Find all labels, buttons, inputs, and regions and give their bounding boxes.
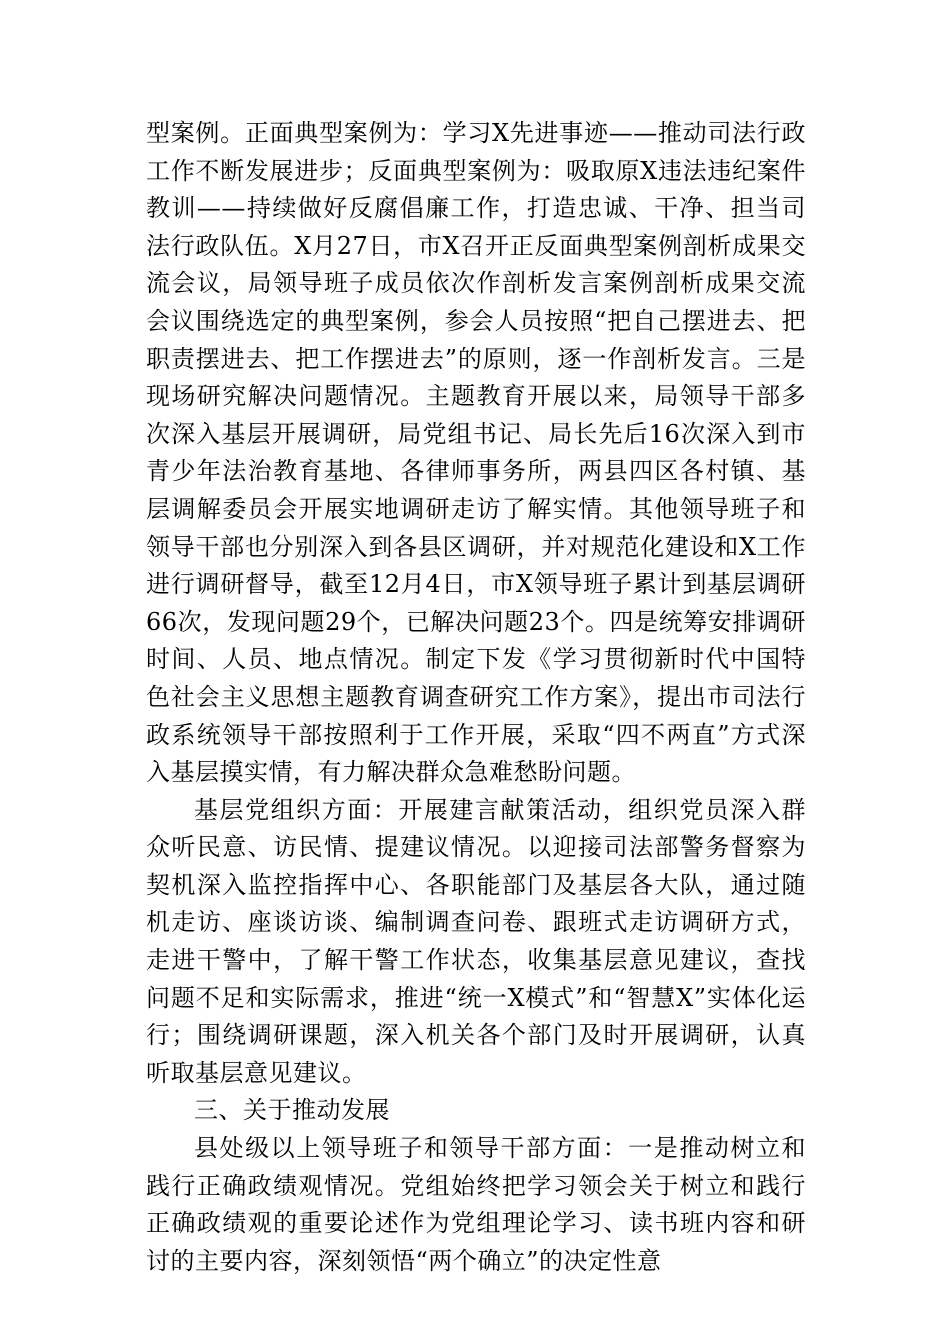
paragraph-case-analysis: 型案例。正面典型案例为：学习X先进事迹——推动司法行政工作不断发展进步；反面典型案例为：吸取原X违法违纪案件教训——持续做好反腐倡廉工作，打造忠诚、干净、担当司法行政队伍。X月27日，市X召开正反面典型案例剖析成果交流会议，局领导班子成员依次作剖析发言案例剖析成果交流会议围绕选定的典型案例，参会人员按照“把自己摆进去、把职责摆进去、把工作摆进去”的原则，逐一作剖析发言。三是现场研究解决问题情况。主题教育开展以来，局领导干部多次深入基层开展调研，局党组书记、局长先后16次深入到市青少年法治教育基地、各律师事务所，两县四区各村镇、基层调解委员会开展实地调研走访了解实情。其他领导班子和领导干部也分别深入到各县区调研，并对规范化建设和X工作进行调研督导，截至12月4日，市X领导班子累计到基层调研66次，发现问题29个，已解决问题23个。四是统筹安排调研时间、人员、地点情况。制定下发《学习贯彻新时代中国特色社会主义思想主题教育调查研究工作方案》，提出市司法行政系统领导干部按照利于工作开展，采取“四不两直”方式深入基层摸实情，有力解决群众急难愁盼问题。 — [146, 119, 806, 787]
section-heading: 三、关于推动发展 — [194, 1096, 390, 1125]
paragraph-grassroots-party: 基层党组织方面：开展建言献策活动，组织党员深入群众听民意、访民情、提建议情况。以迎接司法部警务督察为契机深入监控指挥中心、各职能部门及基层各大队，通过随机走访、座谈访谈、编制调查问卷、跟班式走访调研方式，走进干警中，了解干警工作状态，收集基层意见建议，查找问题不足和实际需求，推进“统一X模式”和“智慧X”实体化运行；围绕调研课题，深入机关各个部门及时开展调研，认真听取基层意见建议。 — [146, 795, 806, 1087]
document-body — [146, 115, 806, 1280]
paragraph-leadership: 县处级以上领导班子和领导干部方面：一是推动树立和践行正确政绩观情况。党组始终把学习领会关于树立和践行正确政绩观的重要论述作为党组理论学习、读书班内容和研讨的主要内容，深刻领悟“两个确立”的决定性意 — [146, 1134, 806, 1275]
